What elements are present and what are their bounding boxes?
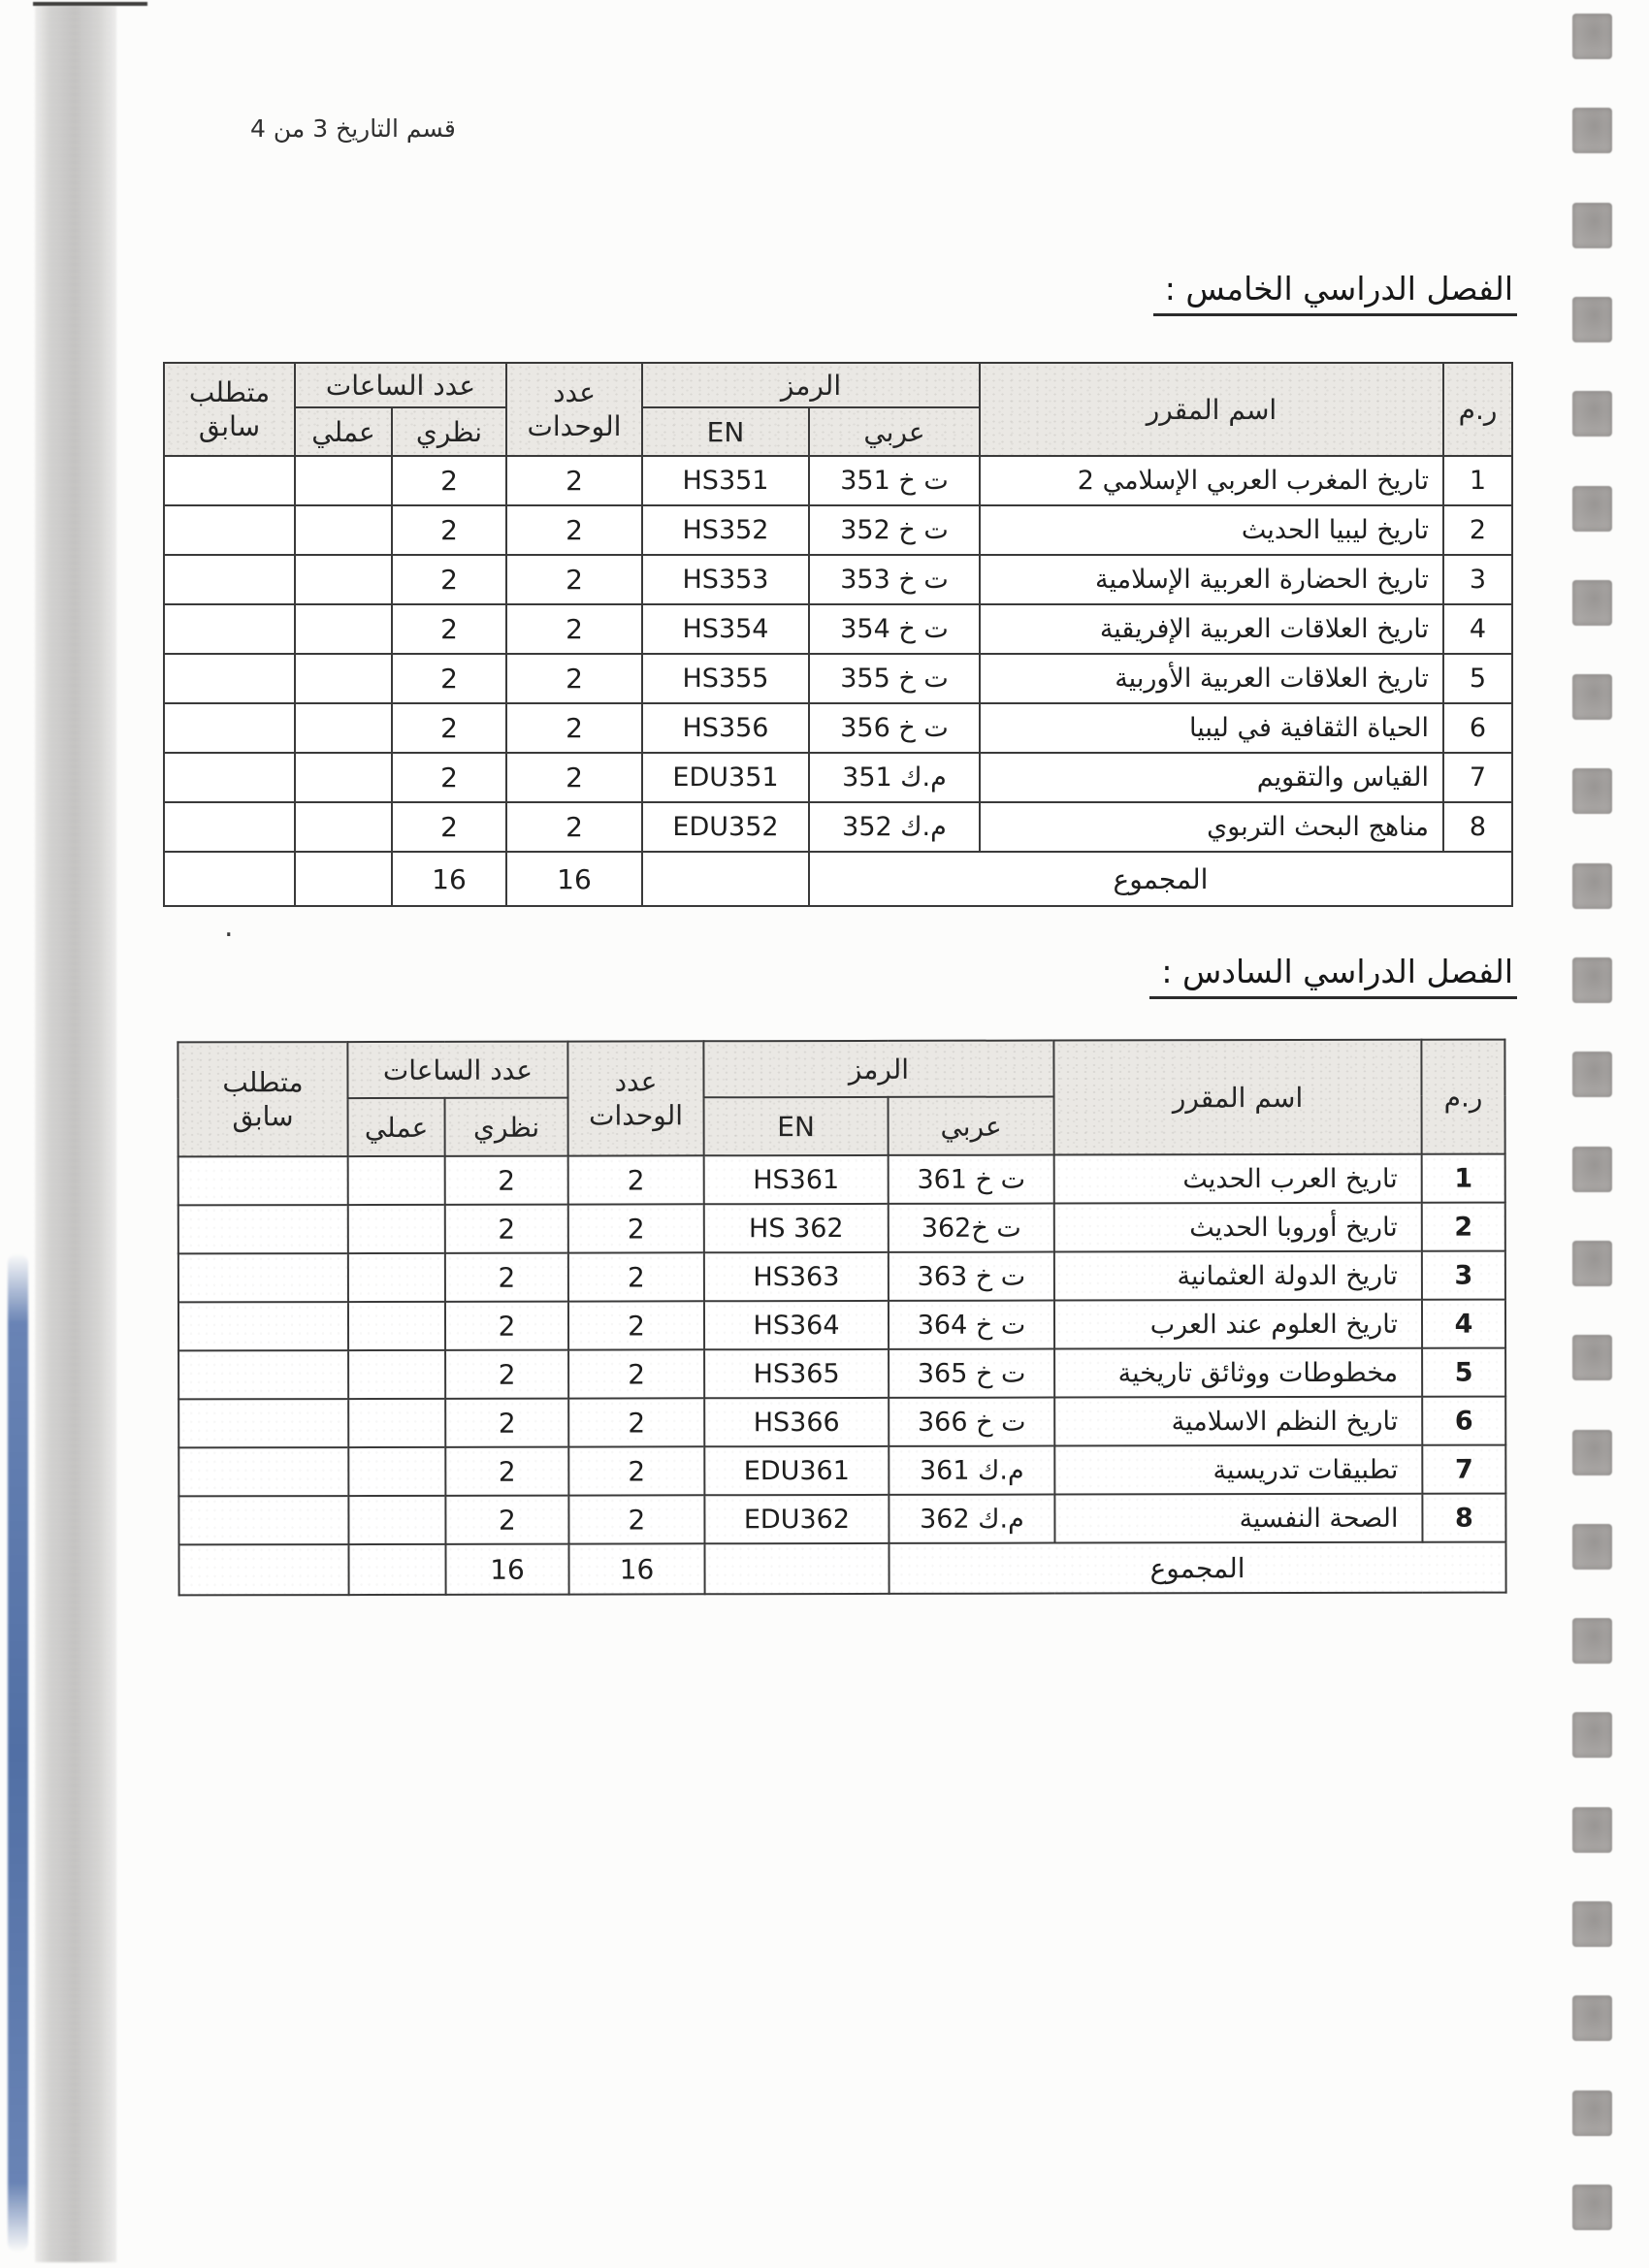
cell-prereq: [178, 1447, 348, 1496]
binder-hole-mark: [1572, 1430, 1612, 1475]
cell-practical: [295, 555, 392, 604]
cell-prereq: [164, 802, 295, 852]
cell-code-ar: ت خ362: [889, 1204, 1054, 1252]
total-label: المجموع: [809, 852, 1512, 906]
cell-practical: [295, 852, 392, 906]
semester5-table: [163, 362, 1513, 907]
col-header-prereq: متطلب سابق: [164, 363, 295, 456]
cell-theory: 2: [445, 1447, 568, 1496]
cell-units: 2: [506, 802, 642, 852]
cell-serial: 8: [1422, 1494, 1505, 1542]
binder-hole-mark: [1572, 863, 1612, 909]
cell-serial: 7: [1443, 753, 1512, 802]
binder-hole-mark: [1572, 1241, 1612, 1286]
cell-theory: 2: [445, 1399, 568, 1447]
cell-units: 2: [506, 753, 642, 802]
cell-course-name: الصحة النفسية: [1054, 1494, 1422, 1543]
table-row: [178, 1397, 1505, 1448]
cell-code-ar: ت خ 366: [889, 1398, 1054, 1446]
cell-practical: [348, 1544, 445, 1595]
binder-hole-mark: [1572, 1052, 1612, 1097]
binder-hole-mark: [1572, 957, 1612, 1003]
cell-prereq: [178, 1156, 348, 1205]
cell-units: 2: [568, 1155, 704, 1204]
cell-prereq: [178, 1544, 348, 1595]
cell-code-ar: ت خ 356: [809, 703, 980, 753]
cell-units: 2: [506, 555, 642, 604]
cell-code-ar: م.ك 362: [889, 1495, 1054, 1543]
cell-course-name: القياس والتقويم: [980, 753, 1443, 802]
col-header-code-ar: عربي: [809, 407, 980, 456]
cell-serial: 2: [1443, 505, 1512, 555]
table-row: [178, 1154, 1505, 1206]
cell-code-en: EDU351: [642, 753, 809, 802]
cell-serial: 3: [1422, 1251, 1505, 1300]
cell-course-name: تاريخ ليبيا الحديث: [980, 505, 1443, 555]
cell-practical: [295, 604, 392, 654]
cell-code-en: HS 362: [704, 1204, 889, 1252]
cell-prereq: [164, 456, 295, 505]
binder-hole-mark: [1572, 297, 1612, 342]
cell-prereq: [178, 1253, 348, 1302]
cell-serial: 7: [1422, 1445, 1505, 1494]
scan-shadow-band: [35, 6, 116, 2262]
cell-practical: [348, 1496, 445, 1544]
col-header-prereq: متطلب سابق: [178, 1042, 347, 1156]
cell-code-en: [642, 852, 809, 906]
binder-hole-mark: [1572, 2090, 1612, 2136]
cell-serial: 2: [1422, 1203, 1505, 1251]
cell-serial: 1: [1422, 1154, 1505, 1203]
cell-course-name: تاريخ العرب الحديث: [1054, 1154, 1422, 1204]
cell-prereq: [178, 1350, 348, 1399]
table-row: [178, 1300, 1505, 1351]
binder-hole-mark: [1572, 1618, 1612, 1664]
cell-code-en: HS365: [704, 1349, 889, 1398]
courses-table: [177, 1039, 1506, 1597]
binder-hole-mark: [1572, 391, 1612, 437]
total-row: [164, 852, 1512, 906]
table-row: [164, 505, 1512, 555]
binder-hole-mark: [1572, 108, 1612, 153]
cell-code-en: HS366: [704, 1398, 889, 1446]
cell-practical: [348, 1156, 445, 1205]
table-row: [178, 1494, 1505, 1545]
cell-serial: 3: [1443, 555, 1512, 604]
table-row: [164, 555, 1512, 604]
cell-prereq: [178, 1302, 348, 1350]
cell-code-ar: ت خ 353: [809, 555, 980, 604]
cell-prereq: [164, 703, 295, 753]
cell-units: 2: [568, 1349, 704, 1398]
cell-theory: 2: [445, 1350, 568, 1399]
cell-serial: 4: [1443, 604, 1512, 654]
cell-code-en: [704, 1543, 889, 1594]
cell-course-name: تاريخ العلاقات العربية الإفريقية: [980, 604, 1443, 654]
binder-hole-mark: [1572, 768, 1612, 814]
table-row: [178, 1203, 1505, 1254]
cell-theory: 2: [445, 1302, 568, 1350]
cell-course-name: تاريخ العلوم عند العرب: [1054, 1300, 1422, 1349]
cell-practical: [295, 456, 392, 505]
cell-theory: 2: [392, 555, 506, 604]
cell-serial: 4: [1422, 1300, 1505, 1348]
binder-hole-mark: [1572, 14, 1612, 59]
cell-practical: [295, 654, 392, 703]
cell-course-name: تاريخ الدولة العثمانية: [1054, 1251, 1422, 1301]
cell-code-en: HS353: [642, 555, 809, 604]
binder-hole-mark: [1572, 486, 1612, 532]
cell-theory: 2: [392, 802, 506, 852]
cell-units: 2: [568, 1301, 704, 1349]
col-header-hours-group: عدد الساعات: [295, 363, 506, 407]
cell-theory: 2: [445, 1253, 568, 1302]
binder-hole-mark: [1572, 1712, 1612, 1758]
col-header-practical: عملي: [295, 407, 392, 456]
semester5-title: الفصل الدراسي الخامس :: [1153, 270, 1517, 316]
binder-hole-mark: [1572, 674, 1612, 720]
cell-units: 2: [568, 1495, 704, 1543]
table-row: [164, 456, 1512, 505]
cell-practical: [348, 1399, 445, 1447]
cell-prereq: [164, 753, 295, 802]
cell-units: 2: [568, 1252, 704, 1301]
binder-hole-mark: [1572, 1524, 1612, 1570]
cell-theory: 2: [392, 703, 506, 753]
cell-prereq: [164, 505, 295, 555]
cell-code-ar: م.ك 352: [809, 802, 980, 852]
cell-prereq: [178, 1205, 348, 1253]
col-header-code-ar: عربي: [889, 1097, 1054, 1155]
total-theory: 16: [445, 1544, 568, 1595]
col-header-code-en: EN: [642, 407, 809, 456]
cell-course-name: تاريخ أوروبا الحديث: [1054, 1203, 1422, 1252]
scan-edge-line: [33, 2, 147, 6]
col-header-serial: ر.م: [1421, 1040, 1504, 1154]
cell-code-en: HS364: [704, 1301, 889, 1349]
cell-practical: [295, 703, 392, 753]
total-units: 16: [568, 1543, 704, 1594]
col-header-code-group: الرمز: [703, 1041, 1053, 1098]
cell-practical: [348, 1302, 445, 1350]
cell-code-ar: ت خ 365: [889, 1349, 1054, 1398]
cell-practical: [295, 753, 392, 802]
cell-serial: 6: [1443, 703, 1512, 753]
cell-practical: [348, 1447, 445, 1496]
cell-course-name: مناهج البحث التربوي: [980, 802, 1443, 852]
binder-hole-mark: [1572, 1807, 1612, 1853]
cell-code-en: HS356: [642, 703, 809, 753]
cell-code-en: HS363: [704, 1252, 889, 1301]
cell-practical: [348, 1350, 445, 1399]
table-row: [178, 1445, 1505, 1497]
cell-code-ar: ت خ 361: [889, 1155, 1054, 1204]
table-row: [164, 753, 1512, 802]
col-header-course: اسم المقرر: [980, 363, 1443, 456]
cell-code-ar: ت خ 351: [809, 456, 980, 505]
cell-units: 2: [506, 654, 642, 703]
binder-hole-mark: [1572, 580, 1612, 626]
ink-dot: .: [224, 910, 234, 944]
total-label: المجموع: [889, 1542, 1505, 1594]
cell-units: 2: [568, 1446, 704, 1495]
cell-practical: [348, 1205, 445, 1253]
blue-scan-streak: [8, 1253, 28, 2252]
col-header-theory: نظري: [392, 407, 506, 456]
binder-hole-mark: [1572, 1335, 1612, 1380]
cell-theory: 2: [392, 505, 506, 555]
cell-code-ar: ت خ 354: [809, 604, 980, 654]
cell-prereq: [164, 654, 295, 703]
cell-code-ar: ت خ 352: [809, 505, 980, 555]
table-row: [178, 1251, 1505, 1303]
total-theory: 16: [392, 852, 506, 906]
cell-prereq: [164, 852, 295, 906]
cell-units: 2: [568, 1398, 704, 1446]
cell-serial: 5: [1443, 654, 1512, 703]
table-row: [178, 1348, 1505, 1400]
cell-course-name: تطبيقات تدريسية: [1054, 1445, 1422, 1495]
cell-course-name: تاريخ العلاقات العربية الأوربية: [980, 654, 1443, 703]
cell-units: 2: [506, 604, 642, 654]
cell-code-en: HS351: [642, 456, 809, 505]
courses-table: [163, 362, 1513, 907]
col-header-course: اسم المقرر: [1053, 1040, 1421, 1155]
page-header-note: قسم التاريخ 3 من 4: [250, 114, 456, 143]
cell-code-en: HS361: [704, 1155, 889, 1204]
col-header-units: عدد الوحدات: [506, 363, 642, 456]
cell-serial: 5: [1422, 1348, 1505, 1397]
cell-practical: [295, 505, 392, 555]
cell-theory: 2: [445, 1205, 568, 1253]
cell-prereq: [164, 604, 295, 654]
cell-course-name: الحياة الثقافية في ليبيا: [980, 703, 1443, 753]
cell-prereq: [178, 1496, 348, 1544]
total-row: [178, 1542, 1505, 1596]
binder-hole-mark: [1572, 1901, 1612, 1947]
cell-course-name: تاريخ المغرب العربي الإسلامي 2: [980, 456, 1443, 505]
table-row: [164, 604, 1512, 654]
cell-code-en: HS354: [642, 604, 809, 654]
col-header-serial: ر.م: [1443, 363, 1512, 456]
cell-code-en: EDU362: [704, 1495, 889, 1543]
cell-units: 2: [568, 1204, 704, 1252]
cell-theory: 2: [445, 1496, 568, 1544]
header-row-top: [164, 363, 1512, 407]
cell-code-ar: ت خ 364: [889, 1301, 1054, 1349]
cell-course-name: تاريخ الحضارة العربية الإسلامية: [980, 555, 1443, 604]
table-row: [164, 703, 1512, 753]
cell-code-en: HS352: [642, 505, 809, 555]
cell-theory: 2: [392, 604, 506, 654]
cell-code-ar: م.ك 361: [889, 1446, 1054, 1495]
cell-prereq: [164, 555, 295, 604]
cell-practical: [295, 802, 392, 852]
table-row: [164, 802, 1512, 852]
cell-prereq: [178, 1399, 348, 1447]
cell-code-ar: ت خ 363: [889, 1252, 1054, 1301]
cell-code-en: HS355: [642, 654, 809, 703]
cell-course-name: مخطوطات ووثائق تاريخية: [1054, 1348, 1422, 1398]
cell-practical: [348, 1253, 445, 1302]
cell-units: 2: [506, 456, 642, 505]
semester6-table: [177, 1039, 1506, 1597]
cell-serial: 8: [1443, 802, 1512, 852]
binder-hole-mark: [1572, 1995, 1612, 2041]
cell-code-en: EDU352: [642, 802, 809, 852]
col-header-hours-group: عدد الساعات: [347, 1042, 567, 1098]
col-header-units: عدد الوحدات: [567, 1041, 703, 1155]
cell-theory: 2: [445, 1156, 568, 1205]
header-row-top: [178, 1040, 1504, 1099]
cell-theory: 2: [392, 456, 506, 505]
col-header-theory: نظري: [445, 1098, 568, 1156]
cell-serial: 1: [1443, 456, 1512, 505]
cell-units: 2: [506, 703, 642, 753]
cell-code-ar: ت خ 355: [809, 654, 980, 703]
col-header-code-group: الرمز: [642, 363, 980, 407]
cell-course-name: تاريخ النظم الاسلامية: [1054, 1397, 1422, 1446]
binder-hole-mark: [1572, 2185, 1612, 2230]
cell-serial: 6: [1422, 1397, 1505, 1445]
cell-code-en: EDU361: [704, 1446, 889, 1495]
cell-theory: 2: [392, 654, 506, 703]
semester6-title: الفصل الدراسي السادس :: [1149, 953, 1517, 999]
binder-hole-mark: [1572, 203, 1612, 248]
col-header-code-en: EN: [704, 1097, 889, 1155]
cell-units: 2: [506, 505, 642, 555]
cell-code-ar: م.ك 351: [809, 753, 980, 802]
total-units: 16: [506, 852, 642, 906]
binder-hole-mark: [1572, 1147, 1612, 1192]
cell-theory: 2: [392, 753, 506, 802]
col-header-practical: عملي: [348, 1098, 445, 1156]
table-row: [164, 654, 1512, 703]
